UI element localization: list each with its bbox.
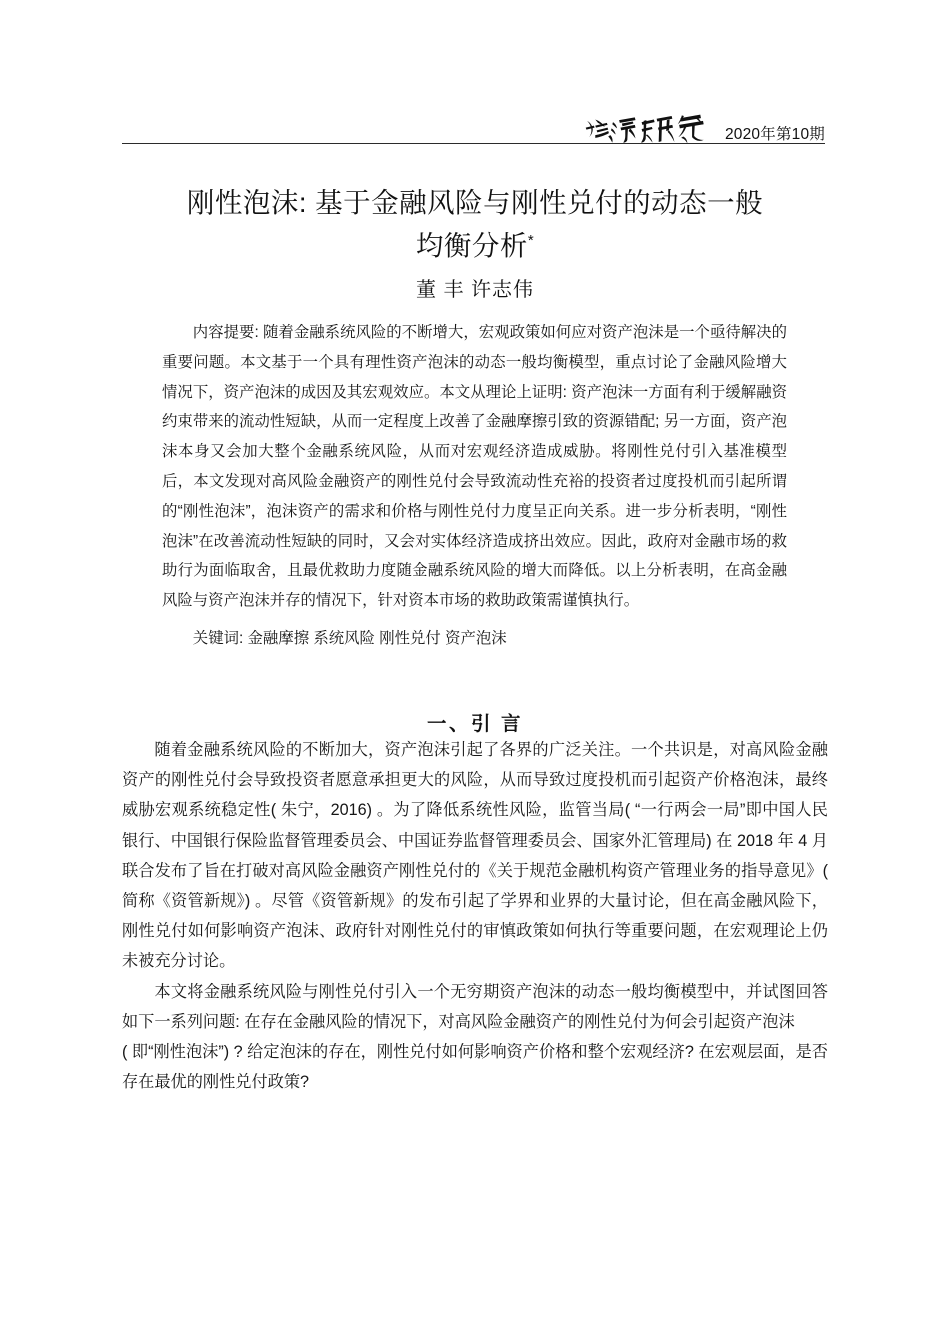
abstract-label: 内容提要: xyxy=(192,324,259,341)
article-title-line-1: 刚性泡沫: 基于金融风险与刚性兑付的动态一般 xyxy=(186,187,764,219)
body-text xyxy=(122,735,828,1097)
issue-label: 2020年第10期 xyxy=(724,125,825,143)
running-head xyxy=(122,100,825,144)
abstract-text: 随着金融系统风险的不断增大，宏观政策如何应对资产泡沫是一个亟待解决的重要问题。本文基于一个具有理性资产泡沫的动态一般均衡模型，重点讨论了金融风险增大情况下，资产泡沫的成因及其宏观效应。本文从理论上证明: 资产泡沫一方面有利于缓解融资约束带来的流动性短缺，从而一定程度上改善了金融摩擦引致的资源错配; 另一方面，资产泡沫本身又会加大整个金融系统风险，从而对宏观经济造成威胁。将刚性兑付引入基准模型后，本文发现对高风险金融资产的刚性兑付会导致流动性充裕的投资者过度投机而引起所谓的“刚性泡沫”，泡沫资产的需求和价格与刚性兑付力度呈正向关系。进一步分析表明，“刚性泡沫”在改善流动性短缺的同时，又会对实体经济造成挤出效应。因此，政府对金融市场的救助行为面临取舍，且最优救助力度随金融系统风险的增大而降低。以上分析表明，在高金融风险与资产泡沫并存的情况下，针对资本市场的救助政策需谨慎执行。 xyxy=(162,324,787,610)
body-paragraph: ( 即“刚性泡沫”) ? 给定泡沫的存在，刚性兑付如何影响资产价格和整个宏观经济? 在宏观层面，是否存在最优的刚性兑付政策? xyxy=(122,1043,828,1092)
keywords-block xyxy=(162,624,787,654)
header-divider xyxy=(122,143,825,144)
section-heading-introduction: 一、引 言 xyxy=(427,713,523,736)
keywords-terms: 金融摩擦 系统风险 刚性兑付 资产泡沫 xyxy=(247,630,507,647)
body-paragraph: 随着金融系统风险的不断加大，资产泡沫引起了各界的广泛关注。一个共识是，对高风险金融资产的刚性兑付会导致投资者愿意承担更大的风险，从而导致过度投机而引起资产价格泡沫，最终威胁宏观系统稳定性( 朱宁，2016) 。为了降低系统性风险，监管当局( “一行两会一局”即中国人民银行、中国银行保险监督管理委员会、中国证券监督管理委员会、国家外汇管理局) 在 2018 年 4 月联合发布了旨在打破对高风险金融资产刚性兑付的《关于规范金融机构资产管理业务的指导意见》( 简称《资管新规》) 。尽管《资管新规》的发布引起了学界和业界的大量讨论，但在高金融风险下，刚性兑付如何影响资产泡沫、政府针对刚性兑付的审慎政策如何执行等重要问题，在宏观理论上仍未被充分讨论。 xyxy=(122,741,828,971)
article-title xyxy=(150,181,800,267)
author-list: 董 丰 许志伟 xyxy=(415,279,535,301)
keywords-label: 关键词: xyxy=(192,630,244,647)
title-footnote-marker: * xyxy=(527,232,535,250)
abstract-block xyxy=(162,318,787,616)
journal-logo-icon xyxy=(583,114,719,144)
article-title-line-2: 均衡分析 xyxy=(415,230,528,262)
body-paragraph: 本文将金融系统风险与刚性兑付引入一个无穷期资产泡沫的动态一般均衡模型中，并试图回答如下一系列问题: 在存在金融风险的情况下，对高风险金融资产的刚性兑付为何会引起资产泡沫 xyxy=(122,982,828,1031)
